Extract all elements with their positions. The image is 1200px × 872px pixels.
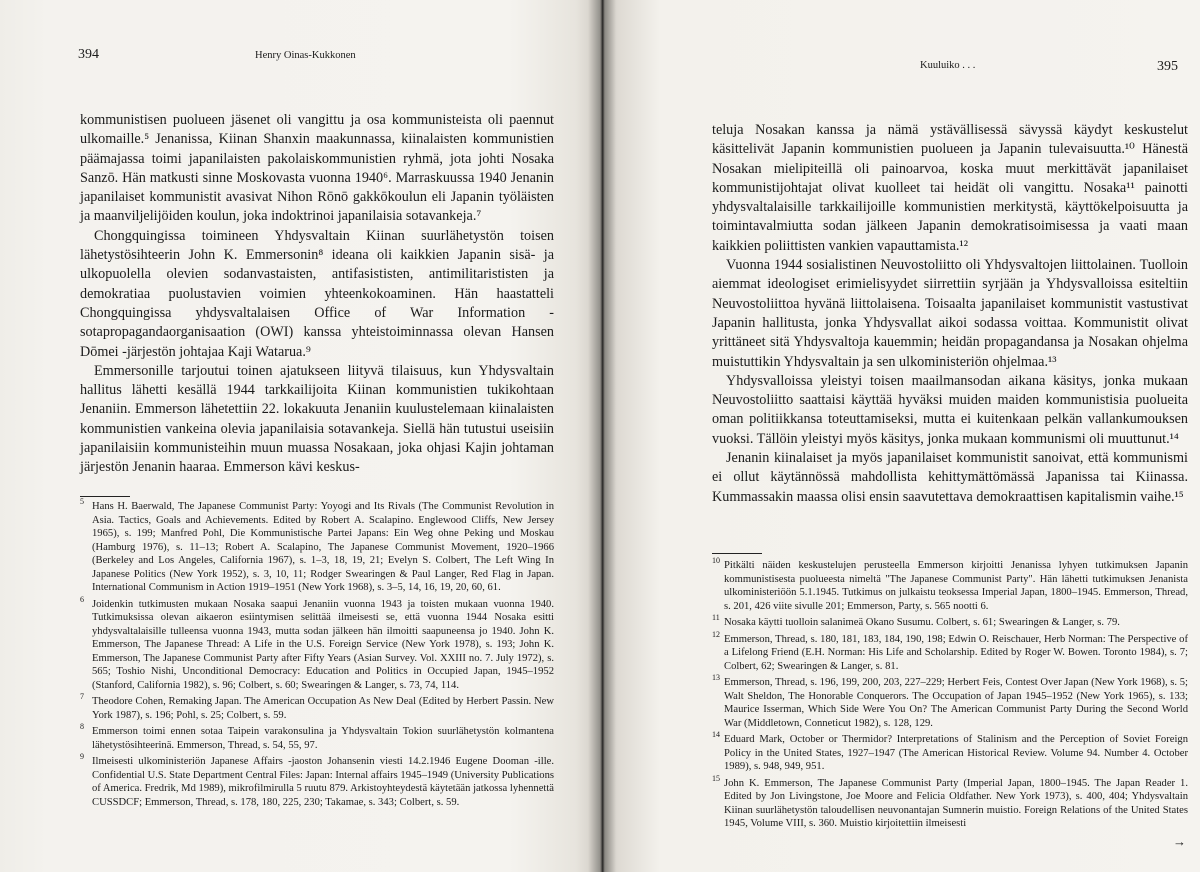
footnote-rule: [80, 496, 130, 497]
footnote-rule: [712, 553, 762, 554]
paragraph: kommunistisen puolueen jäsenet oli vangittu ja osa kommunisteista oli paennut ulkomaille.⁵ Jenanissa, Kiinan Shanxin maakunnassa, kiinalaisten kommunistien päämajassa toimi japanilaisten pakolaiskommunistien ryhmä, jota johti Nosaka Sanzō. Hän matkusti sinne Moskovasta vuonna 1940⁶. Marraskuussa 1940 Jenanin japanilaiset kommunistit avasivat Nihon Rōnō gakkōkoulun eli Japanin työläisten ja maanviljelijöiden koulun, joka indoktrinoi japanilaisia sotavankeja.⁷: [80, 112, 554, 225]
continuation-arrow-icon: →: [1173, 834, 1186, 849]
footnote: 7 Theodore Cohen, Remaking Japan. The American Occupation As New Deal (Edited by Herbert Passin. New York 1987), s. 196; Pohl, s. 25; Colbert, s. 59.: [80, 692, 554, 721]
footnote-text: Eduard Mark, October or Thermidor? Interpretations of Stalinism and the Perception of Soviet Foreign Policy in the United States, 1927–1947 (The American Historical Review. Volume 94. Number 4. October 1989), s. 948, 949, 951.: [724, 734, 1188, 772]
running-head: Henry Oinas-Kukkonen: [255, 50, 356, 61]
footnote-text: Emmerson, Thread, s. 196, 199, 200, 203, 227–229; Herbert Feis, Contest Over Japan (New York 1968), s. 5; Walt Sheldon, The Honorable Conquerors. The Occupation of Japan 1945–1952 (New York 1965), s. 133; Maurice Isserman, Which Side Were You On? The American Communist Party During the Second World War (Middletown, Conneticut 1982), s. 128, 129.: [724, 677, 1188, 729]
footnote-text: Joidenkin tutkimusten mukaan Nosaka saapui Jenaniin vuonna 1943 ja toisten mukaan vuonna 1940. Tutkimuksissa olevan aikaeron esiintymisen selittää ilmeisesti se, että vuonna 1944 Nosaka esitti yhdysvaltalaisille tulleensa vuonna 1943, mutta sodan jälkeen hän ilmoitti saapuneensa jo 1940. John K. Emmerson, The Japanese Thread: A Life in the U.S. Foreign Service (New York 1978), s. 193; John K. Emmerson, The Japanese Communist Party after Fifty Years (Asian Survey. Vol. XXIII no. 7. July 1972), s. 565; Toshio Nishi, Unconditional Democracy: Education and Politics in Occupied Japan, 1945–1952 (Stanford, California 1982), s. 96; Colbert, s. 60; Swearingen & Langer, s. 73, 74, 114.: [92, 598, 554, 691]
paragraph: Jenanin kiinalaiset ja myös japanilaiset kommunistit sanoivat, että kommunismi ei ollut käytännössä mahdollista kehittymättömässä Japanissa tai Kiinassa. Kummassakin maassa olisi ensin saavutettava demokraattisen kapitalismin vaihe.¹⁵: [712, 450, 1188, 505]
footnote-text: Nosaka käytti tuolloin salanimeä Okano Susumu. Colbert, s. 61; Swearingen & Langer, s. 79.: [724, 617, 1120, 628]
paragraph: Chongquingissa toimineen Yhdysvaltain Kiinan suurlähetystön toisen lähetystösihteerin John K. Emmersonin⁸ ideana oli kaikkien Japanin sisä- ja ulkopuolella olevien sodanvastaisten, antifasististen, antimilitarististen ja demokratiaa puolustavien voimien yhteenkokoaminen. Hän haastatteli Chongquingissa yhdysvaltalaisen Office of War Information -sotapropagandaorganisaation (OWI) kanssa yhteistoiminnassa olevan Hansen Dōmei -järjestön johtajaa Kaji Watarua.⁹: [80, 227, 554, 360]
footnote: 6 Joidenkin tutkimusten mukaan Nosaka saapui Jenaniin vuonna 1943 ja toisten mukaan vuonna 1940. Tutkimuksissa olevan aikaeron esiintymisen selittää ilmeisesti se, että vuonna 1944 Nosaka esitti yhdysvaltalaisille tulleensa vuonna 1943, mutta sodan jälkeen hän ilmoitti saapuneensa jo 1940. John K. Emmerson, The Japanese Thread: A Life in the U.S. Foreign Service (New York 1978), s. 193; John K. Emmerson, The Japanese Communist Party after Fifty Years (Asian Survey. Vol. XXIII no. 7. July 1972), s. 565; Toshio Nishi, Unconditional Democracy: Education and Politics in Occupied Japan, 1945–1952 (Stanford, California 1982), s. 96; Colbert, s. 60; Swearingen & Langer, s. 73, 74, 114.: [80, 594, 554, 691]
footnote: 15 John K. Emmerson, The Japanese Communist Party (Imperial Japan, 1800–1945. The Japan Reader 1. Edited by Jon Livingstone, Joe Moore and Felicia Oldfather. New York 1973), s. 400, 404; Yhdysvaltain Kiinan suurlähetystön taloudellisen neuvonantajan Sumnerin muistio. Foreign Relations of the United States 1945, Volume VIII, s. 360. Muistio kirjoitettiin ilmeisesti: [712, 773, 1188, 829]
paragraph: Vuonna 1944 sosialistinen Neuvostoliitto oli Yhdysvaltojen liittolainen. Tuolloin aiemmat ideologiset erimielisyydet siirrettiin syrjään ja Yhdysvalloissa esiteltiin Neuvostoliittoa hyvänä liittolaisena. Toisaalta japanilaiset kommunistit vastustivat Japanin hallitusta, jonka Yhdysvallat aikoi sodassa voittaa. Kommunistit olivat yrittäneet sitä Yhdysvaltoja kauemmin; heidän propagandansa ja Nosakan ohjelma muistuttikin Yhdysvaltain ja sen ulkoministeriön ohjelmaa.¹³: [712, 257, 1188, 370]
footnote: 10 Pitkälti näiden keskustelujen perusteella Emmerson kirjoitti Jenanissa lyhyen tutkimuksen Japanin kommunistisesta puolueesta nimeltä "The Japanese Communist Party". Hän lähetti tutkimuksen Jenanista ulkoministeriöön 5.1.1945. Tutkimus on julkaistu teoksessa Imperial Japan, 1800–1945. Emmerson, Thread, s. 201, 426 viite sivulle 201; Emmerson, Party, s. 565 nootti 6.: [712, 556, 1188, 612]
right-page: [600, 0, 1200, 872]
footnote: 5 Hans H. Baerwald, The Japanese Communist Party: Yoyogi and Its Rivals (The Communist Revolution in Asia. Tactics, Goals and Achievements. Edited by Robert A. Scalapino. Englewood Cliffs, New Jersey 1965), s. 199; Manfred Pohl, Die Kommunistische Partei Japans: Ein Weg ohne Peking und Moskau (Hamburg 1976), s. 11–13; Robert A. Scalapino, The Japanese Communist Movement, 1920–1966 (Berkeley and Los Angeles, California 1967), s. 1–3, 18, 19, 21; Evelyn S. Colbert, The Left Wing In Japanese Politics (New York 1952), s. 3, 10, 11; Rodger Swearingen & Paul Langer, Red Flag in Japan. International Communism in Action 1919–1951 (New York 1968), s. 3–5, 14, 16, 19, 20, 60, 61.: [80, 497, 554, 593]
footnote: 9 Ilmeisesti ulkoministeriön Japanese Affairs -jaoston Johansenin viesti 14.2.1946 Eugene Dooman -ille. Confidential U.S. State Department Central Files: Japan: Internal affairs 1945–1949 (University Publications of America. Fredrik, Md 1989), mikrofilmirulla 5 ruutu 879. Arkistoyhteydestä käytetään jatkossa lyhennettä CUSSDCF; Emmerson, Thread, s. 178, 180, 225, 230; Takamae, s. 343; Colbert, s. 59.: [80, 752, 555, 808]
footnote: 12 Emmerson, Thread, s. 180, 181, 183, 184, 190, 198; Edwin O. Reischauer, Herb Norman: The Perspective of a Lifelong Friend (E.H. Norman: His Life and Scholarship. Edited by Roger W. Bowen. Toronto 1984), s. 7; Colbert, 62; Swearingen & Langer, s. 81.: [712, 629, 1188, 672]
footnote-text: Ilmeisesti ulkoministeriön Japanese Affairs -jaoston Johansenin viesti 14.2.1946 Eugene Dooman -ille. Confidential U.S. State Department Central Files: Japan: Internal affairs 1945–1949 (University Publications of America. Fredrik, Md 1989), mikrofilmirulla 5 ruutu 879. Arkistoyhteydestä käytetään jatkossa lyhennettä CUSSDCF; Emmerson, Thread, s. 178, 180, 225, 230; Takamae, s. 343; Colbert, s. 59.: [92, 756, 555, 808]
footnote: 11 Nosaka käytti tuolloin salanimeä Okano Susumu. Colbert, s. 61; Swearingen & Langer, s. 79.: [712, 613, 1120, 628]
paragraph: teluja Nosakan kanssa ja nämä ystävällisessä sävyssä käydyt keskustelut käsittelivät Japanin kommunistien puolueen ja Japanin tulevaisuutta.¹⁰ Hänestä Nosakan mielipiteillä oli painoarvoa, koska muut merkittävät japanilaiset kommunistijohtajat olivat kuolleet tai heidät oli vangittu. Nosaka¹¹ painotti yhdysvaltalaisille tarkkailijoille kommunistien merkitystä, käyttökelpoisuutta ja toimintavalmiutta sodan jälkeen Japanin demokratisoimisessa ja vaati maan kaikkien poliittisten vankien vapauttamista.¹²: [712, 122, 1188, 254]
footnote-text: Emmerson toimi ennen sotaa Taipein varakonsulina ja Yhdysvaltain Tokion suurlähetystön kolmantena lähetystösihteerinä. Emmerson, Thread, s. 54, 55, 97.: [92, 726, 554, 751]
footnote-text: Emmerson, Thread, s. 180, 181, 183, 184, 190, 198; Edwin O. Reischauer, Herb Norman: The Perspective of a Lifelong Friend (E.H. Norman: His Life and Scholarship. Edited by Roger W. Bowen. Toronto 1984), s. 7; Colbert, 62; Swearingen & Langer, s. 81.: [724, 633, 1188, 672]
footnote: 13 Emmerson, Thread, s. 196, 199, 200, 203, 227–229; Herbert Feis, Contest Over Japan (New York 1968), s. 5; Walt Sheldon, The Honorable Conquerors. The Occupation of Japan 1945–1952 (New York 1965), s. 133; Maurice Isserman, Which Side Were You On? The American Communist Party During the Second World War (Middletown, Conneticut 1982), s. 128, 129.: [712, 673, 1188, 729]
footnote: 8 Emmerson toimi ennen sotaa Taipein varakonsulina ja Yhdysvaltain Tokion suurlähetystön kolmantena lähetystösihteerinä. Emmerson, Thread, s. 54, 55, 97.: [80, 722, 554, 751]
footnotes: [80, 497, 555, 812]
paragraph: Emmersonille tarjoutui toinen ajatukseen liityvä tilaisuus, kun Yhdysvaltain hallitus lähetti kesällä 1944 tarkkailijoita Kiinan kommunistien tukikohtaan Jenaniin. Emmerson lähetettiin 22. lokakuuta Jenaniin kuulustelemaan kiinalaisten kommunistien vankeina olevia japanilaisia sotavankeja. Siellä hän tutustui useisiin japanilaisiin kommunisteihin muun muassa Nosakaan, joka ohjasi Kajin johtaman järjestön Jenanin haaraa. Emmerson kävi keskus-: [80, 362, 554, 476]
running-head: Kuuluiko . . .: [920, 60, 976, 71]
page-number: 395: [1157, 59, 1178, 74]
footnote-text: Pitkälti näiden keskustelujen perusteella Emmerson kirjoitti Jenanissa lyhyen tutkimuksen Japanin kommunistisesta puolueesta nimeltä "The Japanese Communist Party". Hän lähetti tutkimuksen Jenanista ulkoministeriöön 5.1.1945. Tutkimus on julkaistu teoksessa Imperial Japan, 1800–1945. Emmerson, Thread, s. 201, 426 viite sivulle 201; Emmerson, Party, s. 565 nootti 6.: [724, 560, 1188, 612]
body-text: [80, 111, 554, 478]
footnote-text: John K. Emmerson, The Japanese Communist Party (Imperial Japan, 1800–1945. The Japan Reader 1. Edited by Jon Livingstone, Joe Moore and Felicia Oldfather. New York 1973), s. 400, 404; Yhdysvaltain Kiinan suurlähetystön taloudellisen neuvonantajan Sumnerin muistio. Foreign Relations of the United States 1945, Volume VIII, s. 360. Muistio kirjoitettiin ilmeisesti: [724, 777, 1188, 829]
footnote: 14 Eduard Mark, October or Thermidor? Interpretations of Stalinism and the Perception of Soviet Foreign Policy in the United States, 1927–1947 (The American Historical Review. Volume 94. Number 4. October 1989), s. 948, 949, 951.: [712, 730, 1188, 772]
page-number: 394: [78, 47, 99, 62]
paragraph: Yhdysvalloissa yleistyi toisen maailmansodan aikana käsitys, jonka mukaan Neuvostoliitto saattaisi käyttää hyväksi muiden maiden kommunistisia puolueita oman politiikkansa toteuttamiseksi, mutta ei kuitenkaan pelkän vallankumouksen vuoksi. Tällöin yleistyi myös käsitys, jonka mukaan kommunismi oli muuttunut.¹⁴: [712, 372, 1188, 447]
footnotes: [712, 556, 1188, 834]
body-text: [712, 121, 1188, 507]
footnote-text: Hans H. Baerwald, The Japanese Communist Party: Yoyogi and Its Rivals (The Communist Revolution in Asia. Tactics, Goals and Achievements. Edited by Robert A. Scalapino. Englewood Cliffs, New Jersey 1965), s. 199; Manfred Pohl, Die Kommunistische Partei Japans: Ein Weg ohne Peking und Moskau (Hamburg 1976), s. 11–13; Robert A. Scalapino, The Japanese Communist Movement, 1920–1966 (Berkeley and Los Angeles, California 1967), s. 1–3, 18, 19, 21; Evelyn S. Colbert, The Left Wing In Japanese Politics (New York 1952), s. 3, 10, 11; Rodger Swearingen & Paul Langer, Red Flag in Japan. International Communism in Action 1919–1951 (New York 1968), s. 3–5, 14, 16, 19, 20, 60, 61.: [92, 501, 554, 593]
footnote-text: Theodore Cohen, Remaking Japan. The American Occupation As New Deal (Edited by Herbert Passin. New York 1987), s. 196; Pohl, s. 25; Colbert, s. 59.: [92, 696, 554, 721]
